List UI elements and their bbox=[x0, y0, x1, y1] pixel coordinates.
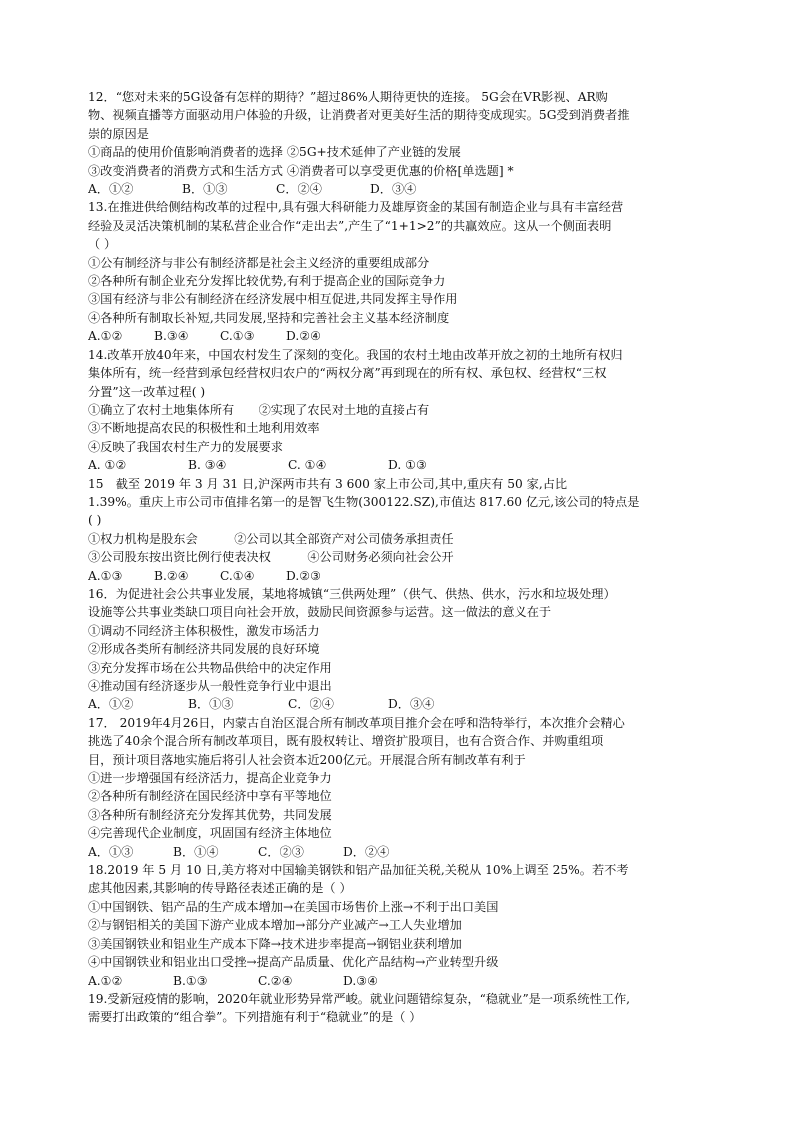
question-17 bbox=[88, 714, 724, 861]
question-text-line: 虑其他因素,其影响的传导路径表述正确的是（ ） bbox=[88, 881, 352, 896]
question-text-line: 14.改革开放40年来，中国农村发生了深刻的变化。我国的农村土地由改革开放之初的土地所有权归 bbox=[88, 347, 623, 362]
option-d[interactable]: D．③④ bbox=[388, 697, 435, 712]
answer-options bbox=[88, 327, 724, 345]
question-text-line: 16．为促进社会公共事业发展，某地将城镇“三供两处理”（供气、供热、供水，污水和垃圾处理） bbox=[88, 586, 616, 601]
option-a[interactable]: A.①② bbox=[88, 329, 123, 344]
option-b[interactable]: B.③④ bbox=[154, 329, 189, 344]
option-d[interactable]: D.②③ bbox=[286, 568, 322, 583]
question-16 bbox=[88, 585, 724, 714]
answer-options bbox=[88, 695, 724, 713]
option-b[interactable]: B．①③ bbox=[188, 697, 234, 712]
option-c[interactable]: C.①③ bbox=[220, 329, 255, 344]
statement-line: ③国有经济与非公有制经济在经济发展中相互促进,共同发挥主导作用 bbox=[88, 292, 458, 307]
option-d[interactable]: D．③④ bbox=[370, 182, 417, 197]
question-text-line: （ ） bbox=[88, 237, 117, 252]
statement-line: ④完善现代企业制度，巩固国有经济主体地位 bbox=[88, 826, 332, 841]
question-text-line: 分置”这一改革过程( ) bbox=[88, 384, 206, 399]
option-a[interactable]: A. ①② bbox=[88, 458, 127, 473]
question-text-line: 18.2019 年 5 月 10 日,美方将对中国输美钢铁和铝产品加征关税,关税从 10%上调至 25%。若不考 bbox=[88, 863, 629, 878]
statement-line: ③充分发挥市场在公共物品供给中的决定作用 bbox=[88, 660, 332, 675]
option-a[interactable]: A．①② bbox=[88, 182, 134, 197]
question-text-line: 13.在推进供给侧结构改革的过程中,具有强大科研能力及雄厚资金的某国有制造企业与具有丰富经营 bbox=[88, 200, 624, 215]
statement-line: ①确立了农村土地集体所有 ②实现了农民对土地的直接占有 bbox=[88, 402, 430, 417]
question-text-line: 集体所有，统一经营到承包经营权归农户的“两权分离”再到现在的所有权、承包权、经营权“三权 bbox=[88, 366, 607, 381]
statement-line: ①进一步增强国有经济活力，提高企业竞争力 bbox=[88, 771, 332, 786]
option-c[interactable]: C.②④ bbox=[258, 973, 293, 988]
option-c[interactable]: C．②④ bbox=[288, 697, 334, 712]
option-a[interactable]: A．①② bbox=[88, 697, 134, 712]
question-13 bbox=[88, 198, 724, 345]
option-d[interactable]: D.③④ bbox=[343, 973, 379, 988]
answer-options bbox=[88, 567, 724, 585]
statement-line: ④各种所有制取长补短,共同发展,坚持和完善社会主义基本经济制度 bbox=[88, 310, 450, 325]
answer-options bbox=[88, 456, 724, 474]
statement-line: ①商品的使用价值影响消费者的选择 ②5G+技术延伸了产业链的发展 bbox=[88, 145, 461, 160]
question-14 bbox=[88, 346, 724, 475]
option-b[interactable]: B．①③ bbox=[182, 182, 228, 197]
statement-line: ③改变消费者的消费方式和生活方式 ④消费者可以享受更优惠的价格[单选题] * bbox=[88, 163, 514, 178]
answer-options bbox=[88, 180, 724, 198]
question-text-line: 15 截至 2019 年 3 月 31 日,沪深两市共有 3 600 家上市公司,其中,重庆有 50 家,占比 bbox=[88, 476, 568, 491]
question-text-line: 经验及灵活决策机制的某私营企业合作“走出去”,产生了“1+1>2”的共赢效应。这从一个侧面表明 bbox=[88, 218, 612, 233]
statement-line: ①调动不同经济主体积极性，激发市场活力 bbox=[88, 623, 320, 638]
question-text-line: 崇的原因是 bbox=[88, 126, 149, 141]
question-text-line: 1.39%。重庆上市公司市值排名第一的是智飞生物(300122.SZ),市值达 817.60 亿元,该公司的特点是 bbox=[88, 494, 640, 509]
question-text-line: 挑选了40余个混合所有制改革项目，既有股权转让、增资扩股项目，也有合资合作、并购重组项 bbox=[88, 734, 604, 749]
option-d[interactable]: D．②④ bbox=[343, 844, 390, 859]
statement-line: ③美国钢铁业和铝业生产成本下降→技术进步率提高→钢铝业获利增加 bbox=[88, 936, 462, 951]
question-text-line: 设施等公共事业类缺口项目向社会开放，鼓励民间资源参与运营。这一做法的意义在于 bbox=[88, 605, 552, 620]
statement-line: ②与钢铝相关的美国下游产业成本增加→部分产业减产→工人失业增加 bbox=[88, 918, 462, 933]
question-text-line: 19.受新冠疫情的影响，2020年就业形势异常严峻。就业问题错综复杂，“稳就业”是一项系统性工作, bbox=[88, 991, 631, 1006]
statement-line: ④反映了我国农村生产力的发展要求 bbox=[88, 439, 283, 454]
option-b[interactable]: B．①④ bbox=[173, 844, 219, 859]
statement-line: ①中国钢铁、铝产品的生产成本增加→在美国市场售价上涨→不利于出口美国 bbox=[88, 899, 499, 914]
option-c[interactable]: C．②③ bbox=[258, 844, 304, 859]
statement-line: ④推动国有经济逐步从一般性竞争行业中退出 bbox=[88, 679, 332, 693]
option-c[interactable]: C. ①④ bbox=[288, 458, 327, 473]
question-text-line: 需要打出政策的“组合拳”。下列措施有利于“稳就业”的是（ ） bbox=[88, 1010, 422, 1025]
statement-line: ③不断地提高农民的积极性和土地利用效率 bbox=[88, 421, 320, 436]
statement-line: ①公有制经济与非公有制经济都是社会主义经济的重要组成部分 bbox=[88, 255, 430, 270]
question-15 bbox=[88, 475, 724, 585]
statement-line: ②各种所有制经济在国民经济中享有平等地位 bbox=[88, 789, 332, 804]
option-b[interactable]: B.①③ bbox=[173, 973, 208, 988]
option-d[interactable]: D.②④ bbox=[286, 329, 322, 344]
question-text-line: 物、视频直播等方面驱动用户体验的升级，让消费者对更美好生活的期待变成现实。5G受到消费者推 bbox=[88, 108, 630, 123]
statement-line: ②形成各类所有制经济共同发展的良好环境 bbox=[88, 642, 320, 657]
question-text-line: 12．“您对未来的5G设备有怎样的期待？”超过86%人期待更快的连接。 5G会在VR影视、AR购 bbox=[88, 90, 608, 104]
question-19 bbox=[88, 990, 724, 1027]
option-d[interactable]: D. ①③ bbox=[388, 458, 427, 473]
option-a[interactable]: A.①③ bbox=[88, 568, 123, 583]
option-b[interactable]: B.②④ bbox=[154, 568, 189, 583]
question-text-line: ( ) bbox=[88, 513, 102, 528]
statement-line: ②各种所有制企业充分发挥比较优势,有利于提高企业的国际竞争力 bbox=[88, 274, 446, 289]
question-18 bbox=[88, 861, 724, 990]
option-c[interactable]: C．②④ bbox=[276, 182, 322, 197]
option-c[interactable]: C.①④ bbox=[220, 568, 255, 583]
statement-line: ③公司股东按出资比例行使表决权 ④公司财务必须向社会公开 bbox=[88, 550, 454, 565]
question-12 bbox=[88, 88, 724, 198]
option-a[interactable]: A．①③ bbox=[88, 844, 134, 859]
statement-line: ④中国钢铁业和铝业出口受挫→提高产品质量、优化产品结构→产业转型升级 bbox=[88, 955, 499, 970]
option-a[interactable]: A.①② bbox=[88, 973, 123, 988]
question-text-line: 17． 2019年4月26日，内蒙古自治区混合所有制改革项目推介会在呼和浩特举行，本次推介会精心 bbox=[88, 715, 625, 730]
statement-line: ③各种所有制经济充分发挥其优势，共同发展 bbox=[88, 807, 332, 822]
answer-options bbox=[88, 843, 724, 861]
question-text-line: 目，预计项目落地实施后将引人社会资本近200亿元。开展混合所有制改革有利于 bbox=[88, 752, 526, 767]
statement-line: ①权力机构是股东会 ②公司以其全部资产对公司债务承担责任 bbox=[88, 531, 454, 546]
answer-options bbox=[88, 972, 724, 990]
option-b[interactable]: B. ③④ bbox=[188, 458, 227, 473]
